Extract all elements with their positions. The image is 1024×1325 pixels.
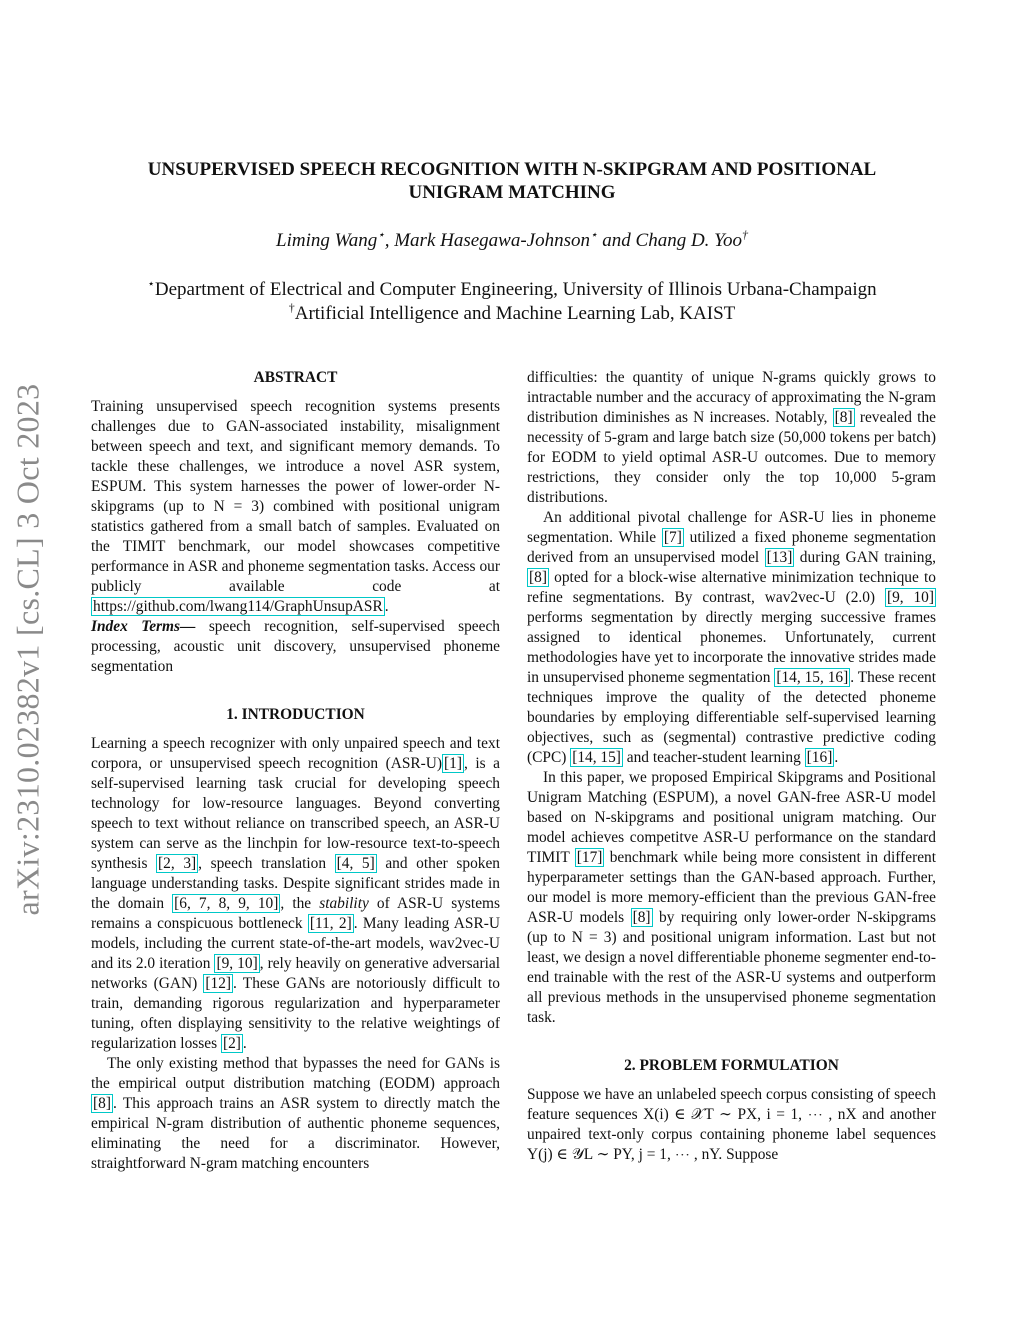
author-2: Mark Hasegawa-Johnson: [394, 230, 590, 251]
author-separator: ,: [384, 230, 395, 251]
citation-link[interactable]: [13]: [766, 549, 793, 566]
citation-link[interactable]: [4, 5]: [336, 855, 375, 872]
abstract-text: Training unsupervised speech recognition systems presents challenges due to GAN-associated instability, misalignment between speech and text, and significant memory demands. To tackle these challenges, we introduce a novel ASR system, ESPUM. This system harnesses the power of lower-order N-skipgrams (up to N = 3) combined with positional unigram statistics gathered from a small batch of samples. Evaluated on the TIMIT benchmark, our model showcases competitive performance in ASR and phoneme segmentation tasks. Access our publicly available code at https://github.com/lwang114/GraphUnsupASR .: [91, 398, 500, 615]
citation-link[interactable]: [14, 15, 16]: [776, 669, 849, 686]
citation-link[interactable]: [8]: [529, 569, 547, 586]
affiliation-mark-star: ⋆: [590, 227, 598, 242]
citation-link[interactable]: [12]: [205, 975, 232, 992]
arxiv-identifier-stamp: [8, 366, 48, 932]
citation-link[interactable]: [9, 10]: [886, 589, 934, 606]
index-terms: Index Terms— speech recognition, self-supervised speech processing, acoustic unit discovery, unsupervised phoneme segmentation: [91, 618, 500, 675]
affiliations: [100, 278, 924, 326]
introduction-heading: 1. INTRODUCTION: [226, 706, 365, 723]
citation-link[interactable]: [1]: [444, 755, 462, 772]
citation-link[interactable]: [14, 15]: [572, 749, 621, 766]
citation-link[interactable]: [8]: [632, 909, 651, 926]
citation-link[interactable]: [8]: [93, 1095, 111, 1112]
citation-link[interactable]: [7]: [663, 529, 682, 546]
author-1: Liming Wang: [276, 230, 378, 251]
code-url-link[interactable]: https://github.com/lwang114/GraphUnsupASR: [93, 598, 383, 615]
citation-link[interactable]: [16]: [806, 749, 833, 766]
intro-paragraph-3: difficulties: the quantity of unique N-grams quickly grows to intractable number and the accuracy of approximating the N-gram distribution diminishes as N increases. Notably, [8] revealed the necessity of 5-gram and large batch size (50,000 tokens per batch) for EODM to yield optimal ASR-U outcomes. Due to memory restrictions, they consider only the top 10,000 5-gram distributions.: [527, 369, 936, 506]
affiliation-mark-star: ⋆: [377, 227, 385, 242]
intro-paragraph-5: In this paper, we proposed Empirical Skipgrams and Positional Unigram Matching (ESPUM), a novel GAN-free ASR-U model based on N-skipgrams and positional unigram matching. Our model achieves competitve ASR-U performance on the standard TIMIT [17] benchmark while being more consistent in different hyperparameter settings than the GAN-based approach. Further, our model is more memory-efficient than the previous GAN-free ASR-U models [8] by requiring only lower-order N-skipgrams (up to N = 3) and positional unigram information. Last but not least, we design a novel differentiable phoneme segmenter end-to-end trainable with the rest of the ASR-U systems and outperform all previous methods in the unsupervised phoneme segmentation task.: [527, 769, 936, 1026]
left-column: [91, 368, 500, 1174]
intro-paragraph-4: An additional pivotal challenge for ASR-U lies in phoneme segmentation. While [7] utilized a fixed phoneme segmentation derived from an unsupervised model [13] during GAN training, [8] opted for a block-wise alternative minimization technique to refine segmentations. By contrast, wav2vec-U (2.0) [9, 10] performs segmentation by directly merging successive frames assigned to identical phonemes. Unfortunately, current methodologies have yet to incorporate the innovative strides made in unsupervised phoneme segmentation [14, 15, 16] . These recent techniques improve the quality of the detected phoneme boundaries by employing differentiable self-supervised learning objectives, such as (segmental) contrastive predictive coding (CPC) [14, 15] and teacher-student learning [16] .: [527, 509, 937, 766]
intro-paragraph-2: The only existing method that bypasses the need for GANs is the empirical output distribution matching (EODM) approach [8] . This approach trains an ASR system to directly match the empirical N-gram distribution of authentic phoneme sequences, eliminating the need for a discriminator. However, straightforward N-gram matching encounters: [91, 1055, 500, 1172]
affiliation-mark-dagger: †: [741, 227, 748, 242]
right-column: [527, 368, 936, 1165]
problem-paragraph-1: Suppose we have an unlabeled speech corpus consisting of speech feature sequences X(i) ∈ 𝒳T ∼ PX, i = 1, ⋯ , nX and another unpaired text-only corpus containing phoneme label sequences Y(j) ∈ 𝒴L ∼ PY, j = 1, ⋯ , nY. Suppose: [527, 1086, 936, 1163]
citation-link[interactable]: [17]: [576, 849, 603, 866]
arxiv-identifier-text: arXiv:2310.02382v1 [cs.CL] 3 Oct 2023: [9, 383, 46, 915]
affiliation-1: ⋆Department of Electrical and Computer Engineering, University of Illinois Urbana-Champaign: [147, 276, 877, 300]
author-3: Chang D. Yoo: [635, 230, 742, 251]
citation-link[interactable]: [6, 7, 8, 9, 10]: [174, 895, 279, 912]
citation-link[interactable]: [9, 10]: [216, 955, 258, 972]
citation-link[interactable]: [2]: [222, 1035, 241, 1052]
abstract-heading: ABSTRACT: [253, 369, 338, 386]
citation-link[interactable]: [8]: [834, 409, 853, 426]
citation-link[interactable]: [11, 2]: [309, 915, 352, 932]
problem-formulation-heading: 2. PROBLEM FORMULATION: [624, 1057, 839, 1074]
author-separator: and: [597, 230, 636, 251]
citation-link[interactable]: [2, 3]: [158, 855, 197, 872]
index-terms-label: Index Terms—: [91, 618, 196, 635]
paper-title: UNSUPERVISED SPEECH RECOGNITION WITH N-SKIPGRAM AND POSITIONAL UNIGRAM MATCHING: [147, 159, 877, 203]
intro-paragraph-1: Learning a speech recognizer with only unpaired speech and text corpora, or unsupervised speech recognition (ASR-U) [1] , is a self-supervised learning task crucial for developing speech technology for low-resource languages. Beyond converting speech to text without reliance on transcribed speech, an ASR-U system can serve as the linchpin for low-resource text-to-speech synthesis [2, 3] , speech translation [4, 5] and other spoken language understanding tasks. Despite significant strides made in the domain [6, 7, 8, 9, 10] , the stability of ASR-U systems remains a conspicuous bottleneck [11, 2] . Many leading ASR-U models, including the current state-of-the-art models, wav2vec-U and its 2.0 iteration [9, 10] , rely heavily on generative adversarial networks (GAN) [12] . These GANs are notoriously difficult to train, demanding rigorous regularization and hyperparameter tuning, often displaying sensitivity to the relative weightings of regularization losses [2] .: [91, 735, 501, 1052]
author-list: [100, 227, 924, 252]
affiliation-2: †Artificial Intelligence and Machine Learning Lab, KAIST: [288, 300, 736, 324]
